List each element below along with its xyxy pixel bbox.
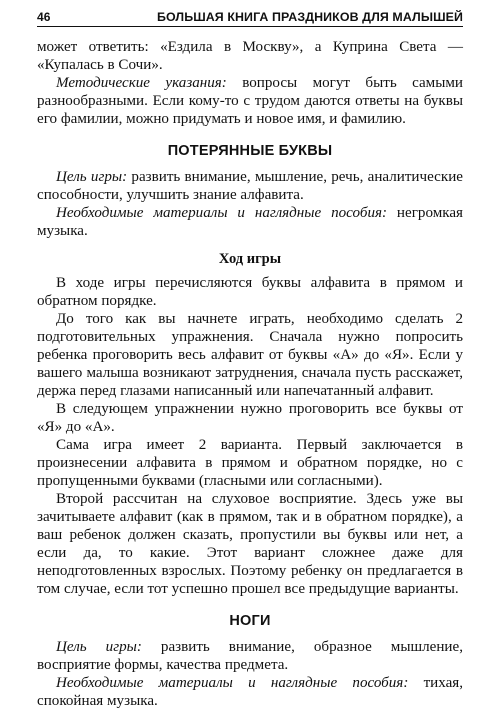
method-label: Методические указания: — [56, 75, 227, 91]
page-number: 46 — [37, 10, 51, 24]
game2-goal — [37, 638, 463, 674]
game1-goal-label: Цель игры: — [56, 169, 128, 185]
game1-course-title: Ход игры — [218, 251, 282, 267]
game1-materials-label: Необходимые материалы и наглядные пособия: — [56, 205, 388, 221]
game1-goal-text: развить внимание, мышление, речь, аналитические способности, улучшить знание алфавита. — [37, 169, 463, 203]
method-paragraph — [37, 74, 463, 128]
game1-title: ПОТЕРЯННЫЕ БУКВЫ — [167, 143, 333, 159]
running-header — [37, 10, 463, 27]
game1-materials-text: негромкая музыка. — [37, 205, 463, 239]
game2-title: НОГИ — [229, 613, 271, 629]
page-content — [37, 27, 463, 710]
game1-paragraph: В следующем упражнении нужно проговорить все буквы от «Я» до «А». — [37, 401, 463, 435]
game1-paragraph: В ходе игры перечисляются буквы алфавита в прямом и обратном порядке. — [37, 275, 463, 309]
game2-goal-label: Цель игры: — [56, 639, 142, 655]
continuation-paragraph: может ответить: «Ездила в Москву», а Куприна Света — «Купалась в Сочи». — [37, 39, 463, 73]
game1-paragraph: Второй рассчитан на слуховое восприятие. Здесь уже вы зачитываете алфавит (как в прямом, так и в обратном порядке), а ваш ребенок должен сказать, пропустили вы буквы или нет, а если да, то какие. Этот вариант сложнее даже для неподготовленных взрослых. Поэтому ребенку он предлагается в том случае, если тот успешно прошел все предыдущие варианты. — [37, 491, 463, 597]
game1-paragraph: До того как вы начнете играть, необходимо сделать 2 подготовительных упражнения. Сначала нужно попросить ребенка проговорить весь алфавит от буквы «А» до «Я». Если у вашего малыша возникают затруднения, сначала пусть расскажет, держа перед глазами написанный или напечатанный алфавит. — [37, 311, 463, 399]
game2-materials-text: тихая, спокойная музыка. — [37, 675, 464, 709]
game1-materials — [37, 204, 463, 240]
game2-goal-text: развить внимание, образное мышление, восприятие формы, качества предмета. — [37, 639, 463, 673]
game1-paragraph: Сама игра имеет 2 варианта. Первый заключается в произнесении алфавита в прямом и обратном порядке, но с пропущенными буквами (гласными или согласными). — [37, 437, 463, 489]
book-title: БОЛЬШАЯ КНИГА ПРАЗДНИКОВ ДЛЯ МАЛЫШЕЙ — [156, 10, 463, 24]
game1-goal — [37, 168, 463, 204]
method-text: вопросы могут быть самыми разнообразными. Если кому-то с трудом даются ответы на буквы его фамилии, можно придумать и новое имя, и фамилию. — [37, 75, 463, 127]
game2-materials — [37, 674, 463, 710]
game2-materials-label: Необходимые материалы и наглядные пособия: — [56, 675, 409, 691]
book-page — [37, 10, 463, 710]
